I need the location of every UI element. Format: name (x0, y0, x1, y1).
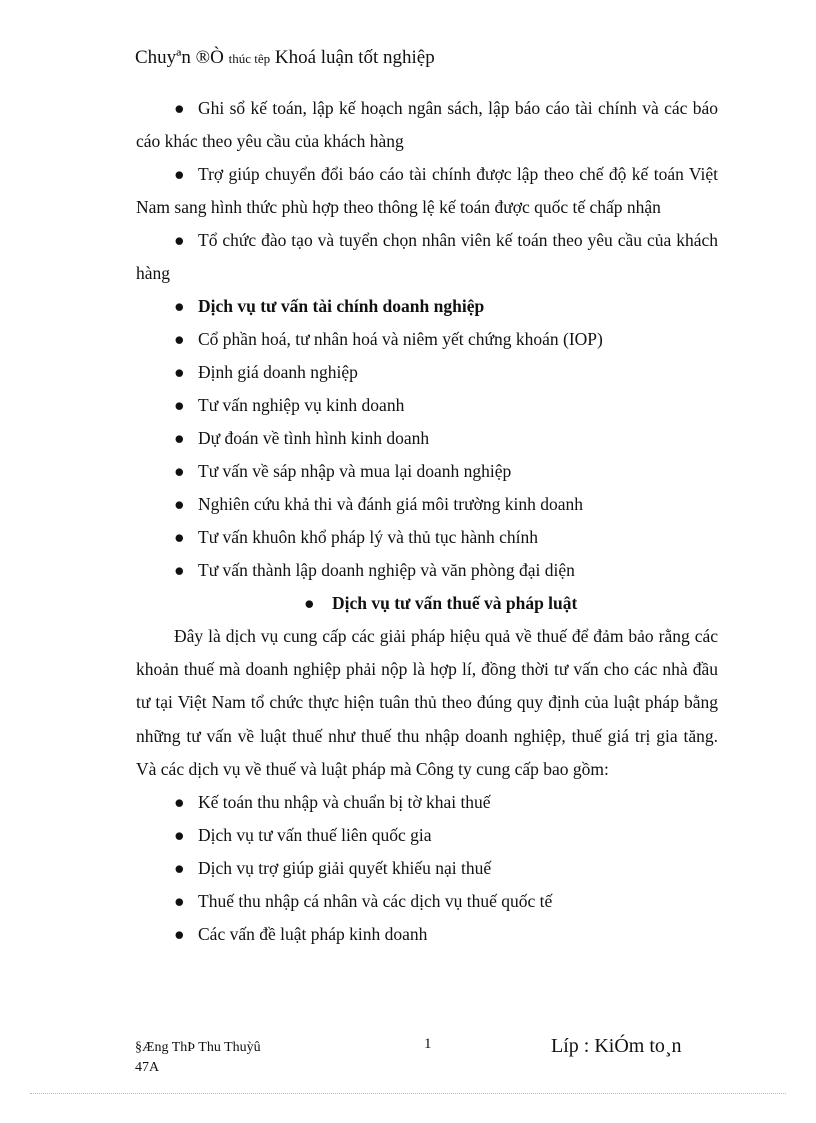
list-item: ● Nghiên cứu khả thi và đánh giá môi trường kinh doanh (136, 488, 718, 521)
bullet-icon: ● (174, 329, 185, 349)
list-item: ● Thuế thu nhập cá nhân và các dịch vụ thuế quốc tế (136, 885, 718, 918)
list-item: ● Tư vấn nghiệp vụ kinh doanh (136, 389, 718, 422)
bullet-icon: ● (304, 593, 315, 613)
list-item: ● Các vấn đề luật pháp kinh doanh (136, 918, 718, 951)
tax-section-paragraph: Đây là dịch vụ cung cấp các giải pháp hiệu quả về thuế để đảm bảo rằng các khoản thuế mà doanh nghiệp phải nộp là hợp lí, đồng thời tư vấn cho các nhà đầu tư tại Việt Nam tổ chức thực hiện tuân thủ theo đúng quy định của luật pháp bằng những tư vấn về luật thuế như thuế thu nhập doanh nghiệp, thuế giá trị gia tăng. Và các dịch vụ về thuế và luật pháp mà Công ty cung cấp bao gồm: (136, 626, 718, 779)
bullet-icon: ● (174, 527, 185, 547)
header-prefix: Chuyªn ®Ò (135, 47, 229, 68)
list-item: ● Kế toán thu nhập và chuẩn bị tờ khai thuế (136, 786, 718, 819)
bullet-icon: ● (174, 296, 185, 316)
list-item: ● Dịch vụ tư vấn thuế liên quốc gia (136, 819, 718, 852)
footer-author-class: 47A (135, 1060, 160, 1075)
list-item: ● Dự đoán về tình hình kinh doanh (136, 422, 718, 455)
finance-section-heading: ● Dịch vụ tư vấn tài chính doanh nghiệp (136, 290, 718, 323)
bullet-icon: ● (174, 230, 185, 250)
footer-author-name: §Æng ThÞ Thu Thuỳû (135, 1040, 261, 1055)
footer-class-label: Líp : KiÓm to¸n (551, 1035, 682, 1057)
page-number: 1 (424, 1036, 432, 1052)
bullet-icon: ● (174, 164, 185, 184)
header-title: Khoá luận tốt nghiệp (270, 47, 435, 68)
bullet-icon: ● (174, 792, 185, 813)
footer-author (135, 1038, 261, 1078)
bullet-icon: ● (174, 825, 185, 846)
document-body (136, 92, 718, 951)
bullet-icon: ● (174, 362, 185, 382)
list-item: ● Tư vấn khuôn khổ pháp lý và thủ tục hành chính (136, 521, 718, 554)
bullet-icon: ● (174, 560, 185, 580)
page-divider (30, 1093, 786, 1094)
bullet-icon: ● (174, 395, 185, 415)
bullet-icon: ● (174, 98, 185, 118)
list-item: ● Ghi sổ kế toán, lập kế hoạch ngân sách, lập báo cáo tài chính và các báo cáo khác theo yêu cầu của khách hàng (136, 92, 718, 158)
list-item: ● Trợ giúp chuyển đổi báo cáo tài chính được lập theo chế độ kế toán Việt Nam sang hình thức phù hợp theo thông lệ kế toán được quốc tế chấp nhận (136, 158, 718, 224)
bullet-icon: ● (174, 891, 185, 912)
list-item: ● Tư vấn về sáp nhập và mua lại doanh nghiệp (136, 455, 718, 488)
bullet-icon: ● (174, 461, 185, 481)
list-item: ● Tổ chức đào tạo và tuyển chọn nhân viên kế toán theo yêu cầu của khách hàng (136, 224, 718, 290)
header-small: thúc têp (228, 51, 271, 66)
list-item: ● Định giá doanh nghiệp (136, 356, 718, 389)
list-item: ● Dịch vụ trợ giúp giải quyết khiếu nại thuế (136, 852, 718, 885)
list-item: ● Cổ phần hoá, tư nhân hoá và niêm yết chứng khoán (IOP) (136, 323, 718, 356)
page-header (135, 47, 435, 69)
bullet-icon: ● (174, 858, 185, 879)
bullet-icon: ● (174, 494, 185, 514)
tax-section-heading: ● Dịch vụ tư vấn thuế và pháp luật (136, 587, 718, 620)
bullet-icon: ● (174, 924, 185, 945)
bullet-icon: ● (174, 428, 185, 448)
list-item: ● Tư vấn thành lập doanh nghiệp và văn phòng đại diện (136, 554, 718, 587)
